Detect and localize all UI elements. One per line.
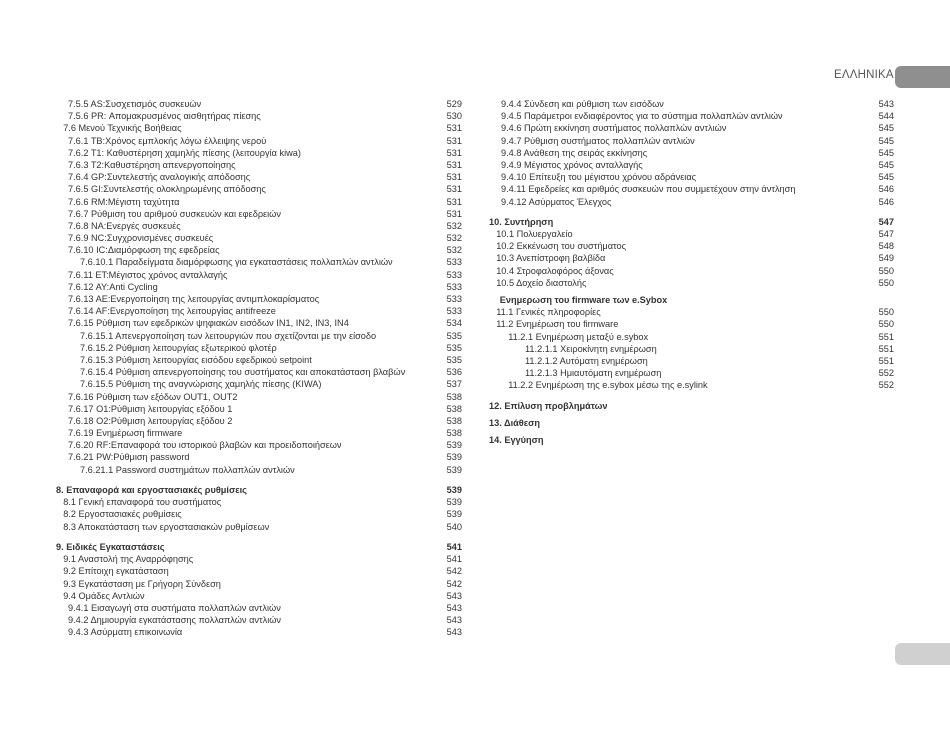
toc-page-number: 537 xyxy=(446,379,462,390)
toc-section-heading[interactable] xyxy=(489,400,894,412)
toc-entry-title: 9.4.4 Σύνδεση και ρύθμιση των εισόδων xyxy=(501,99,664,109)
toc-entry-title: 7.6.21.1 Password συστημάτων πολλαπλών αντλιών xyxy=(80,464,295,475)
toc-section-heading[interactable] xyxy=(56,541,462,553)
toc-spacer xyxy=(56,533,462,541)
toc-page-number: 539 xyxy=(446,464,462,475)
toc-page-number: 543 xyxy=(446,627,462,638)
toc-entry[interactable] xyxy=(489,147,894,159)
toc-section-heading[interactable] xyxy=(489,434,894,446)
toc-page-number: 539 xyxy=(446,497,462,508)
toc-entry-title: 7.6.15.5 Ρύθμιση της αναγνώρισης χαμηλής πίεσης (KIWA) xyxy=(80,379,322,390)
toc-entry-title: 7.6.9 NC:Συγχρονισμένες συσκευές xyxy=(68,233,214,244)
toc-entry-title: 9.3 Εγκατάσταση με Γρήγορη Σύνδεση xyxy=(63,578,221,589)
toc-entry[interactable] xyxy=(56,256,462,268)
toc-entry-title: 7.6.5 GI:Συντελεστής ολοκληρωμένης απόδοσης xyxy=(68,184,266,195)
toc-entry[interactable] xyxy=(56,496,462,508)
toc-page-number: 532 xyxy=(446,245,462,256)
toc-entry-title: 9.4 Ομάδες Αντλιών xyxy=(63,590,145,601)
toc-entry-title: 8.1 Γενική επαναφορά του συστήματος xyxy=(63,497,222,508)
toc-page-number: 539 xyxy=(446,485,462,495)
toc-entry[interactable] xyxy=(56,269,462,281)
toc-entry-title: 11.1 Γενικές πληροφορίες xyxy=(496,307,601,318)
toc-entry-title: 10.1 Πολυεργαλείο xyxy=(496,229,573,240)
toc-entry-title: 10.5 Δοχείο διαστολής xyxy=(496,277,587,288)
toc-entry[interactable] xyxy=(489,122,894,134)
toc-entry-title: 9.1 Αναστολή της Αναρρόφησης xyxy=(63,554,194,565)
page-number-tab xyxy=(895,643,950,665)
toc-page-number: 541 xyxy=(446,541,462,552)
toc-entry[interactable] xyxy=(56,171,462,183)
toc-entry[interactable] xyxy=(489,331,894,343)
toc-entry-title: 7.6.16 Ρύθμιση των εξόδων OUT1, OUT2 xyxy=(68,391,238,402)
toc-section-heading[interactable] xyxy=(56,484,462,496)
toc-page-number: 533 xyxy=(446,294,462,304)
toc-page-number: 530 xyxy=(446,111,462,122)
toc-entry-title: 7.6.17 O1:Ρύθμιση λειτουργίας εξόδου 1 xyxy=(68,403,233,414)
toc-page-number: 542 xyxy=(446,578,462,589)
toc-page-number: 538 xyxy=(446,391,462,402)
toc-page-number: 548 xyxy=(878,241,894,252)
toc-entry[interactable] xyxy=(56,147,462,159)
toc-entry-title: 9.4.7 Ρύθμιση συστήματος πολλαπλών αντλιών xyxy=(501,135,695,146)
toc-entry[interactable] xyxy=(56,578,462,590)
toc-page-number: 533 xyxy=(446,257,462,268)
toc-page-number: 531 xyxy=(446,184,462,195)
toc-entry[interactable] xyxy=(56,208,462,220)
toc-entry-title: 10.4 Στροφαλοφόρος άξονας xyxy=(496,265,614,276)
toc-page-number: 533 xyxy=(446,281,462,292)
toc-entry-title: 7.6.15.2 Ρύθμιση λειτουργίας εξωτερικού φλοτέρ xyxy=(80,342,277,353)
toc-entry-title: 7.6.12 AY:Anti Cycling xyxy=(68,281,158,292)
toc-entry-title: 14. Εγγύηση xyxy=(489,435,544,446)
toc-page-number: 546 xyxy=(878,196,894,207)
toc-page-number: 547 xyxy=(878,229,894,240)
toc-entry[interactable] xyxy=(56,196,462,208)
toc-entry-title: 10.3 Ανεπίστροφη βαλβίδα xyxy=(496,253,606,264)
toc-entry[interactable] xyxy=(56,391,462,403)
toc-entry-title: 7.6.18 O2:Ρύθμιση λειτουργίας εξόδου 2 xyxy=(68,415,233,426)
toc-spacer xyxy=(56,476,462,484)
toc-page-number: 533 xyxy=(446,269,462,280)
toc-page-number: 539 xyxy=(446,509,462,520)
toc-entry-title: 10.2 Εκκένωση του συστήματος xyxy=(496,241,627,252)
toc-page-number: 538 xyxy=(446,428,462,439)
toc-entry[interactable] xyxy=(56,354,462,366)
toc-page-number: 545 xyxy=(878,135,894,146)
toc-entry-title: 8.2 Εργοστασιακές ρυθμίσεις xyxy=(63,509,182,520)
toc-entry[interactable] xyxy=(489,183,894,195)
toc-entry[interactable] xyxy=(56,317,462,329)
toc-entry-title: 9.2 Επίτοιχη εγκατάσταση xyxy=(63,566,169,577)
toc-spacer xyxy=(489,208,894,216)
toc-entry-title: 7.6.3 T2:Καθυστέρηση απενεργοποίησης xyxy=(68,159,236,170)
toc-page-number: 543 xyxy=(446,615,462,626)
toc-entry[interactable] xyxy=(489,277,894,289)
toc-entry-title: 7.6.8 NA:Ενεργές συσκευές xyxy=(68,220,181,231)
toc-page-number: 533 xyxy=(446,306,462,317)
toc-entry[interactable] xyxy=(56,244,462,256)
toc-page-number: 535 xyxy=(446,342,462,353)
toc-section-heading[interactable] xyxy=(489,216,894,228)
toc-entry[interactable] xyxy=(56,110,462,122)
toc-page-number: 546 xyxy=(878,184,894,195)
toc-page-number: 543 xyxy=(446,590,462,601)
toc-page-number: 535 xyxy=(446,330,462,341)
toc-page-number: 551 xyxy=(878,343,894,354)
toc-entry[interactable] xyxy=(56,553,462,565)
language-tab xyxy=(895,66,950,88)
toc-entry[interactable] xyxy=(489,318,894,330)
toc-page-number: 543 xyxy=(446,602,462,613)
toc-page-number: 545 xyxy=(878,123,894,134)
toc-entry-title: 9.4.12 Ασύρματος Έλεγχος xyxy=(501,196,612,207)
toc-page-number: 543 xyxy=(878,99,894,109)
toc-entry[interactable] xyxy=(56,614,462,626)
toc-left-column xyxy=(56,98,462,638)
toc-spacer xyxy=(489,392,894,400)
toc-page-number: 551 xyxy=(878,355,894,366)
toc-entry-title: 9.4.6 Πρώτη εκκίνηση συστήματος πολλαπλών αντλιών xyxy=(501,123,727,134)
toc-page-number: 531 xyxy=(446,147,462,158)
toc-entry-title: 11.2.1 Ενημέρωση μεταξύ e.sybox xyxy=(508,331,649,342)
toc-page-number: 550 xyxy=(878,277,894,288)
toc-entry[interactable] xyxy=(56,403,462,415)
toc-entry-title: 9.4.2 Δημιουργία εγκατάστασης πολλαπλών αντλιών xyxy=(68,615,282,626)
toc-entry-title: 10. Συντήρηση xyxy=(489,216,554,227)
toc-entry[interactable] xyxy=(489,252,894,264)
toc-page-number: 552 xyxy=(878,380,894,391)
toc-entry[interactable] xyxy=(489,343,894,355)
toc-entry-title: 7.6.15 Ρύθμιση των εφεδρικών ψηφιακών εισόδων IN1, IN2, IN3, IN4 xyxy=(68,318,349,329)
toc-entry[interactable] xyxy=(56,232,462,244)
toc-entry[interactable] xyxy=(56,451,462,463)
toc-entry[interactable] xyxy=(489,228,894,240)
toc-page-number: 545 xyxy=(878,147,894,158)
toc-page-number: 536 xyxy=(446,367,462,378)
toc-page-number: 547 xyxy=(878,216,894,227)
toc-entry-title: 9.4.5 Παράμετροι ενδιαφέροντος για το σύστημα πολλαπλών αντλιών xyxy=(501,111,783,122)
toc-entry[interactable] xyxy=(56,342,462,354)
toc-entry-title: 7.6.6 RM:Μέγιστη ταχύτητα xyxy=(68,196,180,207)
toc-entry-title: 7.6.19 Ενημέρωση firmware xyxy=(68,428,183,439)
toc-page-number: 544 xyxy=(878,111,894,122)
toc-page-number: 532 xyxy=(446,233,462,244)
toc-entry[interactable] xyxy=(56,415,462,427)
toc-entry[interactable] xyxy=(56,135,462,147)
toc-entry-title: 9.4.3 Ασύρματη επικοινωνία xyxy=(68,627,183,638)
toc-entry-title: 7.6.15.3 Ρύθμιση λειτουργίας εισόδου εφεδρικού setpoint xyxy=(80,354,312,365)
toc-page-number: 531 xyxy=(446,196,462,207)
toc-entry[interactable] xyxy=(489,379,894,391)
toc-page-number: 534 xyxy=(446,318,462,329)
toc-entry[interactable] xyxy=(489,171,894,183)
toc-entry-title: 9. Ειδικές Εγκαταστάσεις xyxy=(56,541,165,552)
toc-page-number: 529 xyxy=(446,99,462,109)
toc-entry[interactable] xyxy=(489,240,894,252)
toc-section-heading[interactable] xyxy=(489,417,894,429)
toc-page-number: 545 xyxy=(878,159,894,170)
toc-entry-title: 11.2.1.3 Ημιαυτόματη ενημέρωση xyxy=(525,368,662,379)
toc-entry-title: 7.6.13 AE:Ενεργοποίηση της λειτουργίας αντιμπλοκαρίσματος xyxy=(68,294,320,304)
toc-entry[interactable] xyxy=(56,521,462,533)
toc-page-number: 531 xyxy=(446,123,462,134)
toc-entry-title: 7.5.5 AS:Συσχετισμός συσκευών xyxy=(68,99,202,109)
toc-section-heading[interactable] xyxy=(489,294,894,306)
toc-entry-title: 9.4.8 Ανάθεση της σειράς εκκίνησης xyxy=(501,147,648,158)
toc-entry-title: 7.6.20 RF:Επαναφορά του ιστορικού βλαβών και προειδοποιήσεων xyxy=(68,440,342,451)
toc-entry-title: 7.6.14 AF:Ενεργοποίηση της λειτουργίας antifreeze xyxy=(68,306,276,317)
toc-entry-title: 11.2 Ενημέρωση του firmware xyxy=(496,319,619,330)
toc-page-number: 538 xyxy=(446,403,462,414)
toc-entry-title: 7.6.2 T1: Καθυστέρηση χαμηλής πίεσης (λειτουργία kiwa) xyxy=(68,147,301,158)
toc-page-number: 545 xyxy=(878,172,894,183)
toc-entry[interactable] xyxy=(56,508,462,520)
toc-entry-title: 7.6.15.1 Απενεργοποίηση των λειτουργιών που σχετίζονται με την είσοδο xyxy=(80,330,377,341)
toc-entry-title: 7.6.11 ET:Μέγιστος χρόνος ανταλλαγής xyxy=(68,269,228,280)
toc-entry[interactable] xyxy=(56,293,462,305)
toc-entry[interactable] xyxy=(56,626,462,638)
toc-page-number: 531 xyxy=(446,172,462,183)
toc-entry-title: 9.4.11 Εφεδρείες και αριθμός συσκευών που συμμετέχουν στην άντληση xyxy=(501,184,796,195)
toc-entry[interactable] xyxy=(56,305,462,317)
toc-entry-title: 7.5.6 PR: Απομακρυσμένος αισθητήρας πίεσης xyxy=(68,111,261,122)
toc-page-number: 550 xyxy=(878,319,894,330)
toc-entry-title: 11.2.1.2 Αυτόματη ενημέρωση xyxy=(525,355,648,366)
toc-entry-title: 7.6 Μενού Τεχνικής Βοήθειας xyxy=(63,123,182,134)
toc-entry[interactable] xyxy=(489,265,894,277)
toc-page-number: 539 xyxy=(446,440,462,451)
toc-entry-title: 7.6.10.1 Παραδείγματα διαμόρφωσης για εγκαταστάσεις πολλαπλών αντλιών xyxy=(80,257,393,268)
toc-entry-title: 7.6.21 PW:Ρύθμιση password xyxy=(68,452,190,463)
toc-entry[interactable] xyxy=(489,355,894,367)
toc-entry-title: 11.2.2 Ενημέρωση της e.sybox μέσω της e.sylink xyxy=(508,380,708,391)
toc-page-number: 551 xyxy=(878,331,894,342)
toc-entry[interactable] xyxy=(56,220,462,232)
toc-page-number: 542 xyxy=(446,566,462,577)
toc-page-number: 552 xyxy=(878,368,894,379)
toc-page-number: 539 xyxy=(446,452,462,463)
toc-entry-title: 7.6.15.4 Ρύθμιση απενεργοποίησης του συστήματος και αποκατάσταση βλαβών xyxy=(80,367,406,378)
toc-page-number: 538 xyxy=(446,415,462,426)
toc-entry[interactable] xyxy=(489,196,894,208)
toc-entry[interactable] xyxy=(489,306,894,318)
toc-page-number: 549 xyxy=(878,253,894,264)
toc-entry[interactable] xyxy=(56,439,462,451)
toc-page-number: 535 xyxy=(446,354,462,365)
toc-page-number: 531 xyxy=(446,208,462,219)
toc-entry-title: 12. Επίλυση προβλημάτων xyxy=(489,400,608,411)
toc-entry-title: 9.4.9 Μέγιστος χρόνος ανταλλαγής xyxy=(501,159,643,170)
toc-entry-title: 7.6.10 IC:Διαμόρφωση της εφεδρείας xyxy=(68,245,220,256)
toc-page-number: 541 xyxy=(446,554,462,565)
toc-page-number: 540 xyxy=(446,521,462,532)
toc-entry[interactable] xyxy=(56,366,462,378)
toc-page-number: 550 xyxy=(878,265,894,276)
toc-entry-title: 7.6.7 Ρύθμιση του αριθμού συσκευών και εφεδρειών xyxy=(68,208,281,219)
toc-entry[interactable] xyxy=(489,159,894,171)
toc-page-number: 531 xyxy=(446,159,462,170)
toc-entry-title: 11.2.1.1 Χειροκίνητη ενημέρωση xyxy=(525,343,657,354)
toc-entry-title: 8. Επαναφορά και εργοστασιακές ρυθμίσεις xyxy=(56,485,247,495)
toc-entry[interactable] xyxy=(56,98,462,110)
toc-entry[interactable] xyxy=(489,367,894,379)
toc-entry[interactable] xyxy=(56,122,462,134)
toc-entry[interactable] xyxy=(56,565,462,577)
toc-entry-title: 7.6.1 TB:Χρόνος εμπλοκής λόγω έλλειψης νερού xyxy=(68,135,267,146)
toc-entry-title: Ενημερωση του firmware των e.Sybox xyxy=(499,295,668,305)
toc-entry[interactable] xyxy=(56,183,462,195)
toc-right-column xyxy=(489,98,894,446)
toc-entry[interactable] xyxy=(56,590,462,602)
toc-entry[interactable] xyxy=(56,427,462,439)
toc-page-number: 532 xyxy=(446,220,462,231)
toc-entry[interactable] xyxy=(56,281,462,293)
toc-entry[interactable] xyxy=(489,110,894,122)
toc-entry[interactable] xyxy=(56,378,462,390)
toc-entry[interactable] xyxy=(489,98,894,110)
toc-entry[interactable] xyxy=(56,602,462,614)
toc-entry-title: 7.6.4 GP:Συντελεστής αναλογικής απόδοσης xyxy=(68,172,251,183)
toc-page-number: 550 xyxy=(878,307,894,318)
toc-page-number: 531 xyxy=(446,135,462,146)
toc-entry-title: 8.3 Αποκατάσταση των εργοστασιακών ρυθμίσεων xyxy=(63,521,270,532)
toc-entry-title: 13. Διάθεση xyxy=(489,417,541,428)
toc-entry-title: 9.4.10 Επίτευξη του μέγιστου χρόνου αδράνειας xyxy=(501,172,697,183)
toc-entry[interactable] xyxy=(56,159,462,171)
toc-entry[interactable] xyxy=(489,135,894,147)
language-label: ΕΛΛΗΝΙΚΑ xyxy=(834,69,894,81)
toc-entry[interactable] xyxy=(56,464,462,476)
toc-entry-title: 9.4.1 Εισαγωγή στα συστήματα πολλαπλών αντλιών xyxy=(68,602,281,613)
toc-entry[interactable] xyxy=(56,330,462,342)
